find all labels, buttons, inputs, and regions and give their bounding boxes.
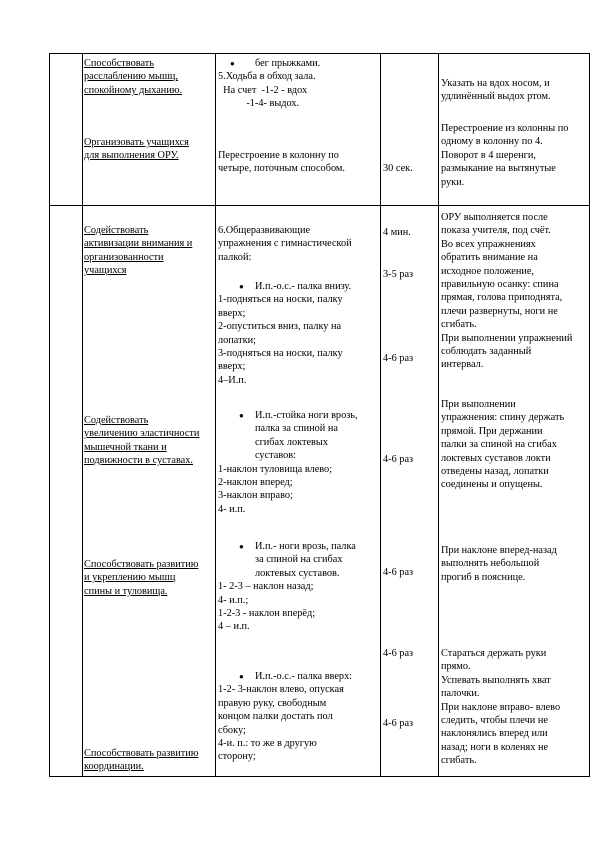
note-line: упражнения: спину держать xyxy=(441,412,565,424)
exercise-3 xyxy=(218,540,356,634)
goal-line: для выполнения ОРУ. xyxy=(84,150,179,162)
note-line: палочки. xyxy=(441,688,480,700)
note-line: прямая, голова приподнята, xyxy=(441,292,563,304)
row2-notes-4 xyxy=(441,544,557,584)
note-line: Поворот в 4 шеренги, xyxy=(441,149,536,161)
goal-line: учащихся xyxy=(84,265,127,277)
note-line: плечи развернуты, ноги не xyxy=(441,305,558,317)
bullet-icon: ● xyxy=(239,672,244,681)
content-line: Перестроение в колонну по xyxy=(218,150,339,161)
note-line: Успевать выполнять хват xyxy=(441,674,551,686)
content-line: 3-подняться на носки, палку xyxy=(218,348,343,360)
note-line: следить, чтобы плечи не xyxy=(441,715,548,727)
dose-value: 4-6 раз xyxy=(383,718,414,729)
table-bottom-border xyxy=(49,776,589,777)
content-line: 3-наклон вправо; xyxy=(218,490,293,502)
content-line: 5.Ходьба в обход зала. xyxy=(218,71,316,83)
goal-line: расслаблению мышц, xyxy=(84,71,178,83)
row2-notes-1 xyxy=(441,211,572,372)
dose-value: 4-6 раз xyxy=(383,567,414,578)
content-line: И.п.- ноги врозь, палка xyxy=(255,541,356,552)
goal-line: организованности xyxy=(84,251,164,263)
row2-content-head xyxy=(218,224,352,264)
note-line: удлинённый выдох ртом. xyxy=(441,91,551,103)
goal-line: Содействовать xyxy=(84,415,149,426)
dose-value: 4-6 раз xyxy=(383,648,414,659)
goal-line: Способствовать развитию xyxy=(84,748,199,759)
exercise-4 xyxy=(218,670,352,764)
note-line: одному в колонну по 4. xyxy=(441,136,543,148)
row2-goal-1 xyxy=(84,224,192,278)
goal-line: увеличению эластичности xyxy=(84,428,200,440)
col-border-1 xyxy=(82,53,83,777)
content-line: И.п.-стойка ноги врозь, xyxy=(255,410,358,421)
content-line: 1- 2-3 – наклон назад; xyxy=(218,581,314,593)
content-line: вверх; xyxy=(218,307,246,319)
bullet-icon: ● xyxy=(239,282,244,291)
content-line: правую руку, свободным xyxy=(218,697,327,709)
note-line: размыкание на вытянутые xyxy=(441,163,556,175)
row2-notes-3 xyxy=(441,398,564,492)
note-line: правильную осанку: спина xyxy=(441,279,559,291)
goal-line: спины и туловища. xyxy=(84,585,168,597)
note-line: При выполнении xyxy=(441,399,516,410)
note-line: соблюдать заданный xyxy=(441,346,532,358)
note-line: При наклоне вперед-назад xyxy=(441,545,557,556)
content-line: сбоку; xyxy=(218,724,246,736)
row1-goal2 xyxy=(84,136,189,163)
dose-6 xyxy=(383,647,413,660)
row2-notes-5 xyxy=(441,647,560,768)
content-line: сгибах локтевых xyxy=(255,436,328,448)
content-line: 2-наклон вперед; xyxy=(218,477,293,489)
content-line: -1-4- выдох. xyxy=(218,98,300,110)
note-line: сгибать. xyxy=(441,319,477,331)
row2-goal-3 xyxy=(84,558,198,598)
goal-line: Организовать учащихся xyxy=(84,137,189,148)
content-line: суставов: xyxy=(255,450,297,462)
dose-value: 4 мин. xyxy=(383,227,411,238)
note-line: прямо. xyxy=(441,661,471,673)
note-line: сгибать. xyxy=(441,755,477,767)
goal-line: координации. xyxy=(84,761,144,773)
dose-2 xyxy=(383,268,413,281)
row1-content2 xyxy=(218,149,345,176)
exercise-1 xyxy=(218,280,351,387)
content-line: концом палки достать пол xyxy=(218,711,333,723)
content-line: упражнения с гимнастической xyxy=(218,238,352,250)
note-line: руки. xyxy=(441,176,465,188)
note-line: локтевых суставов локти xyxy=(441,452,551,464)
note-line: отведены назад, лопатки xyxy=(441,466,549,478)
col-border-2 xyxy=(215,53,216,777)
exercise-2 xyxy=(218,409,358,516)
content-line: И.п.-о.с.- палка внизу. xyxy=(255,281,352,292)
note-line: прогиб в пояснице. xyxy=(441,571,526,583)
content-line: вверх; xyxy=(218,361,246,373)
dose-1 xyxy=(383,226,411,239)
bullet-icon: ● xyxy=(239,411,244,420)
content-line: 1-2- 3-наклон влево, опуская xyxy=(218,684,344,696)
row1-notes xyxy=(441,77,551,104)
content-line: 2-опуститься вниз, палку на xyxy=(218,321,342,333)
content-line: лопатки; xyxy=(218,334,256,346)
dose-value: 4-6 раз xyxy=(383,454,414,465)
content-line: сторону; xyxy=(218,751,256,763)
col-border-4 xyxy=(438,53,439,777)
dose-5 xyxy=(383,566,413,579)
content-line: 6.Общеразвивающие xyxy=(218,225,311,236)
content-line: 4- и.п. xyxy=(218,503,246,515)
content-line: 4- и.п.; xyxy=(218,594,249,606)
note-line: При выполнении упражнений xyxy=(441,332,573,344)
content-line: палкой: xyxy=(218,251,252,263)
goal-line: Содействовать xyxy=(84,225,149,236)
table-top-border xyxy=(49,53,589,54)
row1-content xyxy=(218,57,320,111)
dose-7 xyxy=(383,717,413,730)
note-line: Стараться держать руки xyxy=(441,648,547,659)
content-line: 1-2-3 - наклон вперёд; xyxy=(218,608,316,620)
note-line: ОРУ выполняется после xyxy=(441,212,548,223)
note-line: Указать на вдох носом, и xyxy=(441,78,550,89)
content-line: 1-подняться на носки, палку xyxy=(218,294,343,306)
bullet-icon: ● xyxy=(239,542,244,551)
note-line: Перестроение из колонны по xyxy=(441,123,569,134)
content-line: 4–И.п. xyxy=(218,374,247,386)
goal-line: Способствовать развитию xyxy=(84,559,199,570)
note-line: исходное положение, xyxy=(441,265,534,277)
content-line: локтевых суставов. xyxy=(255,567,340,579)
note-line: соединены и опущены. xyxy=(441,479,543,491)
content-line: На счет -1-2 - вдох xyxy=(218,84,308,96)
dose-value: 4-6 раз xyxy=(383,353,414,364)
row1-goal xyxy=(84,57,182,97)
note-line: прямой. При держании xyxy=(441,425,543,437)
note-line: наклонялись вперед или xyxy=(441,728,548,740)
goal-line: спокойному дыханию. xyxy=(84,84,183,96)
dose-value: 30 сек. xyxy=(383,163,413,174)
col-border-5 xyxy=(589,53,590,777)
content-line: четыре, поточным способом. xyxy=(218,163,345,175)
goal-line: подвижности в суставах. xyxy=(84,455,193,467)
row2-goal-4 xyxy=(84,747,198,774)
col-border-3 xyxy=(380,53,381,777)
row-divider xyxy=(49,205,589,206)
note-line: палки за спиной на сгибах xyxy=(441,439,557,451)
content-line: 4-и. п.: то же в другую xyxy=(218,738,317,750)
note-line: При наклоне вправо- влево xyxy=(441,701,561,713)
note-line: показа учителя, под счёт. xyxy=(441,225,551,237)
dose-4 xyxy=(383,453,413,466)
row1-notes2 xyxy=(441,122,568,189)
dose-value: 3-5 раз xyxy=(383,269,414,280)
goal-line: Способствовать xyxy=(84,58,154,69)
col-border-0 xyxy=(49,53,50,777)
note-line: выполнять небольшой xyxy=(441,558,540,570)
goal-line: мышечной ткани и xyxy=(84,441,167,453)
content-line: И.п.-о.с.- палка вверх: xyxy=(255,671,353,682)
content-line: палка за спиной на xyxy=(255,423,338,435)
note-line: Во всех упражнениях xyxy=(441,238,536,250)
content-line: бег прыжками. xyxy=(255,58,321,69)
content-line: 1-наклон туловища влево; xyxy=(218,463,333,475)
bullet-icon: ● xyxy=(230,59,235,68)
note-line: обратить внимание на xyxy=(441,252,538,264)
note-line: назад; ноги в коленях не xyxy=(441,741,549,753)
row2-goal-2 xyxy=(84,414,199,468)
goal-line: активизации внимания и xyxy=(84,238,193,250)
content-line: за спиной на сгибах xyxy=(255,554,343,566)
note-line: интервал. xyxy=(441,359,484,371)
row1-dose xyxy=(383,162,413,175)
goal-line: и укреплению мышц xyxy=(84,572,176,584)
dose-3 xyxy=(383,352,413,365)
content-line: 4 – и.п. xyxy=(218,621,250,633)
